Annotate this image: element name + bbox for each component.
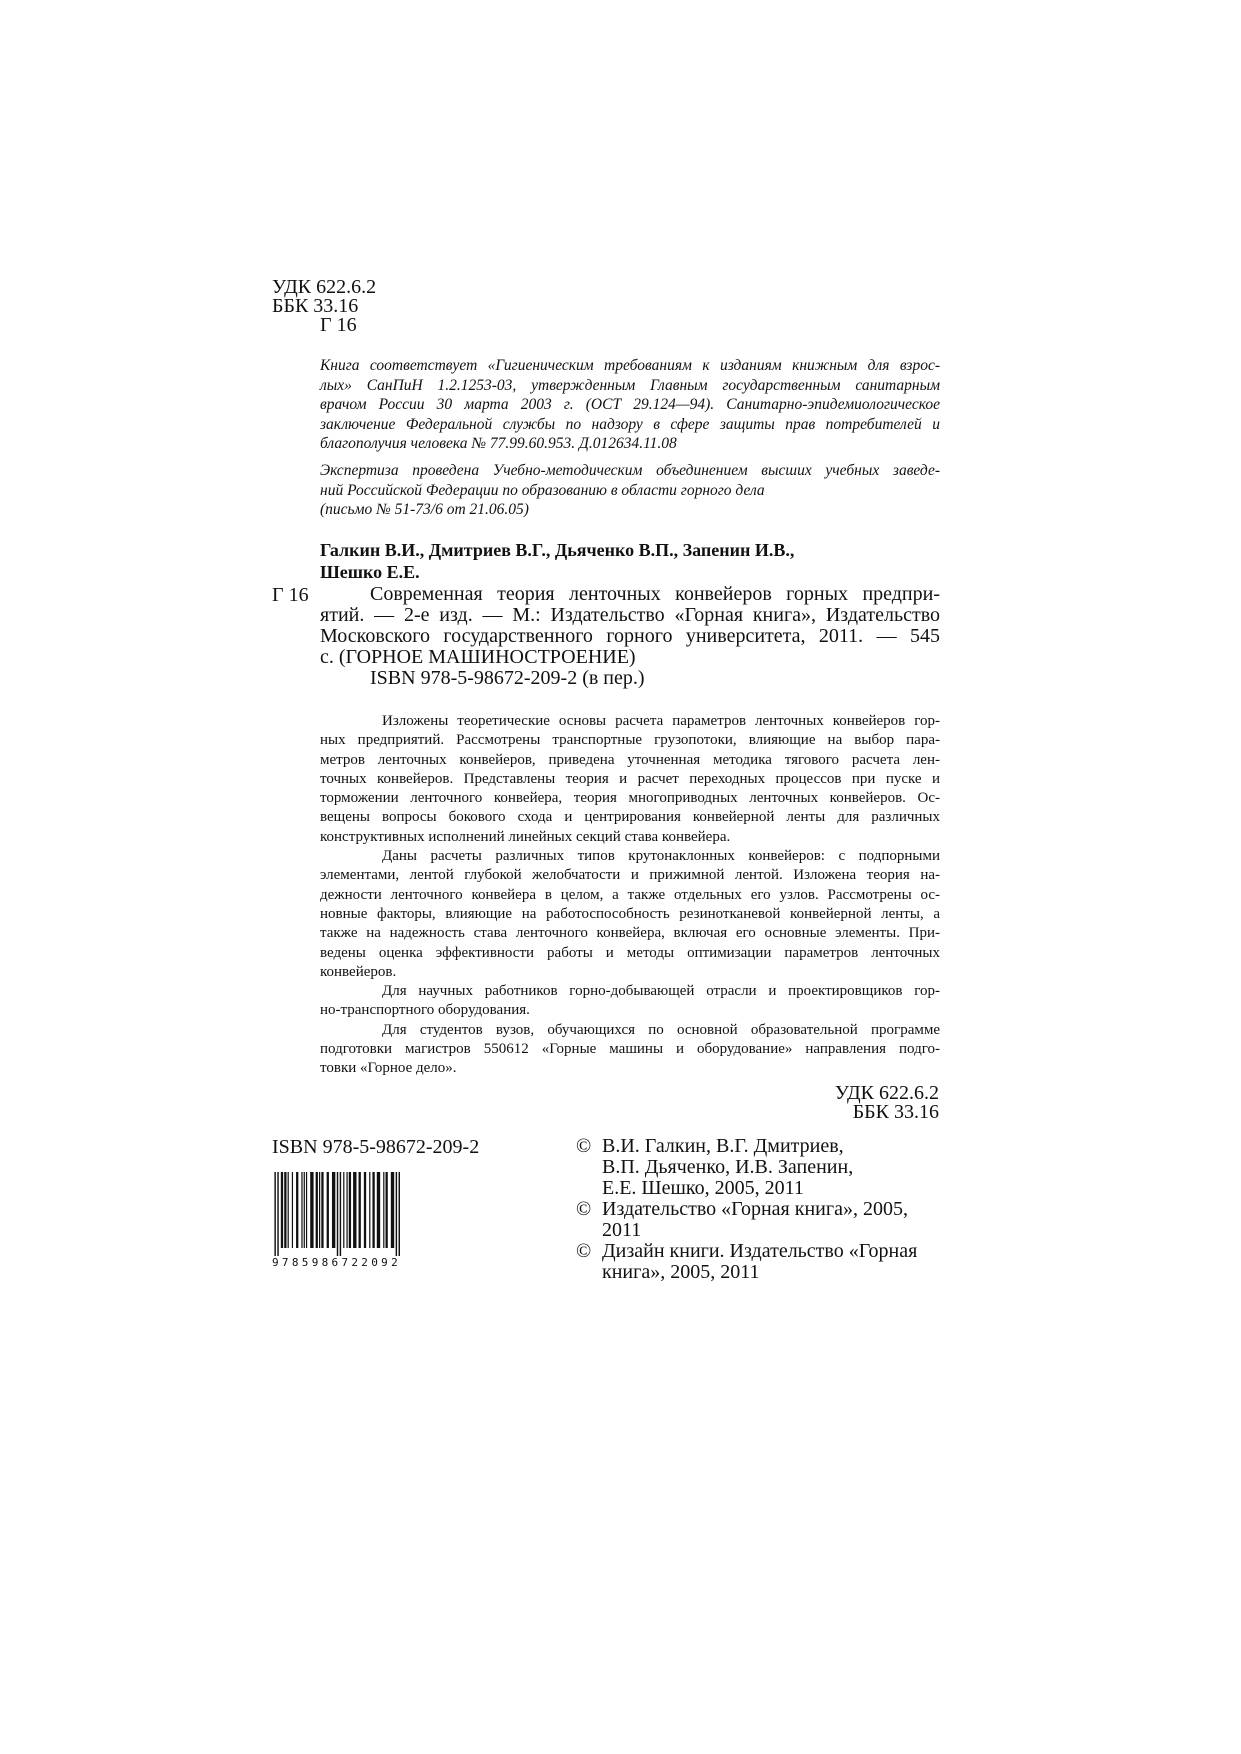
note-line: Экспертиза проведена Учебно-методическим объединением высших учебных заведе- xyxy=(320,462,940,479)
authors-line: Галкин В.И., Дмитриев В.Г., Дьяченко В.П., Запенин И.В., xyxy=(320,540,795,560)
abstract-line: элементами, лентой глубокой желобчатости и прижимной лентой. Изложена теория на- xyxy=(320,867,940,884)
abstract-line: точных конвейеров. Представлены теория и расчет переходных процессов при пуске и xyxy=(320,770,940,787)
barcode-bar xyxy=(301,1172,302,1248)
barcode-bar xyxy=(391,1172,394,1248)
barcode-bar xyxy=(281,1172,283,1248)
barcode-bar xyxy=(327,1172,329,1248)
copyright-line: В.П. Дьяченко, И.В. Запенин, xyxy=(602,1156,854,1178)
copyright-line: В.И. Галкин, В.Г. Дмитриев, xyxy=(602,1135,844,1157)
note-line: (письмо № 51-73/6 от 21.06.05) xyxy=(320,501,529,518)
bbk-code: ББК 33.16 xyxy=(272,295,359,317)
note-line: Книга соответствует «Гигиеническим требованиям к изданиям книжным для взрос- xyxy=(320,357,940,374)
abstract-line: Даны расчеты различных типов крутонаклонных конвейеров: с подпорными xyxy=(382,848,940,865)
copyright-line: 2011 xyxy=(602,1219,642,1241)
barcode xyxy=(272,1172,404,1268)
copyright-publisher xyxy=(576,1199,946,1241)
expertise-note xyxy=(320,461,940,520)
abstract-line: Изложены теоретические основы расчета параметров ленточных конвейеров гор- xyxy=(382,713,940,729)
copyright-block xyxy=(576,1136,946,1283)
isbn-label: ISBN 978-5-98672-209-2 xyxy=(272,1136,480,1158)
barcode-bar xyxy=(369,1172,370,1248)
barcode-bar xyxy=(346,1172,347,1248)
barcode-bar xyxy=(383,1172,384,1248)
barcode-bar xyxy=(349,1172,351,1248)
abstract-line: дежности ленточного конвейера в целом, а также отдельных его узлов. Рассмотрены ос- xyxy=(320,886,940,903)
udk-code: УДК 622.6.2 xyxy=(272,276,377,298)
barcode-bar xyxy=(288,1172,289,1248)
entry-line: Московского государственного горного университета, 2011. — 545 xyxy=(320,625,940,647)
barcode-bar xyxy=(319,1172,320,1248)
barcode-bar xyxy=(277,1172,278,1256)
barcode-bar xyxy=(337,1172,338,1256)
abstract-line: подготовки магистров 550612 «Горные машины и оборудование» направления подго- xyxy=(320,1041,940,1058)
barcode-bar xyxy=(321,1172,323,1248)
barcode-bar xyxy=(340,1172,341,1256)
note-line: ний Российской Федерации по образованию в области горного дела xyxy=(320,481,765,499)
copyright-icon: © xyxy=(576,1198,592,1220)
barcode-bar xyxy=(343,1172,344,1248)
copyright-authors xyxy=(576,1136,946,1199)
barcode-bar xyxy=(310,1172,313,1248)
abstract-line: ведены оценка эффективности работы и методы оптимизации параметров ленточных xyxy=(320,944,940,961)
abstract-line: конструктивных исполнений линейных секций става конвейера. xyxy=(320,828,731,845)
barcode-bar xyxy=(316,1172,318,1248)
copyright-design xyxy=(576,1241,946,1283)
barcode-digits: 9785986722092 xyxy=(272,1256,401,1269)
abstract-line: вещены вопросы бокового схода и центрирования конвейерной ленты для различных xyxy=(320,809,940,826)
barcode-bar xyxy=(292,1172,293,1248)
barcode-bar xyxy=(364,1172,366,1248)
classification-right xyxy=(835,1084,939,1122)
barcode-bar xyxy=(274,1172,275,1256)
barcode-bar xyxy=(399,1172,400,1256)
copyright-line: Издательство «Горная книга», 2005, xyxy=(602,1198,908,1220)
barcode-bar xyxy=(296,1172,298,1248)
barcode-bar xyxy=(359,1172,361,1248)
note-line: лых» СанПиН 1.2.1253-03, утвержденным Главным государственным санитарным xyxy=(320,376,940,394)
entry-line: с. (ГОРНОЕ МАШИНОСТРОЕНИЕ) xyxy=(320,646,636,668)
abstract-line: метров ленточных конвейеров, приведена уточненная методика тягового расчета лен- xyxy=(320,751,940,768)
barcode-bar xyxy=(304,1172,305,1248)
bbk-code-right: ББК 33.16 xyxy=(852,1101,939,1123)
barcode-bar xyxy=(396,1172,397,1256)
barcode-image xyxy=(272,1172,404,1256)
entry-line: ятий. — 2-е изд. — М.: Издательство «Горная книга», Издательство xyxy=(320,604,940,626)
note-line: благополучия человека № 77.99.60.953. Д.012634.11.08 xyxy=(320,435,677,452)
abstract-line: но-транспортного оборудования. xyxy=(320,1002,530,1019)
copyright-line: Дизайн книги. Издательство «Горная xyxy=(602,1240,918,1262)
classification-block xyxy=(272,278,376,335)
barcode-bar xyxy=(377,1172,380,1248)
hygiene-note xyxy=(320,356,940,454)
barcode-bar xyxy=(353,1172,356,1248)
copyright-icon: © xyxy=(576,1135,592,1157)
copyright-line: книга», 2005, 2011 xyxy=(602,1261,760,1283)
abstract-line: Для студентов вузов, обучающихся по основной образовательной программе xyxy=(382,1021,940,1038)
entry-line: Современная теория ленточных конвейеров горных предпри- xyxy=(370,583,940,605)
abstract-line: товки «Горное дело». xyxy=(320,1060,457,1077)
note-line: врачом России 30 марта 2003 г. (ОСТ 29.124—94). Санитарно-эпидемиологическое xyxy=(320,396,940,413)
note-line: заключение Федеральной службы по надзору в сфере защиты прав потребителей и xyxy=(320,415,940,433)
barcode-bar xyxy=(332,1172,335,1248)
barcode-bar xyxy=(284,1172,286,1248)
udk-code-right: УДК 622.6.2 xyxy=(834,1082,939,1104)
barcode-bar xyxy=(306,1172,307,1248)
author-mark: Г 16 xyxy=(320,314,357,336)
copyright-icon: © xyxy=(576,1240,592,1262)
abstract-line: торможении ленточного конвейера, теория многоприводных ленточных конвейеров. Ос- xyxy=(320,790,940,807)
abstract-line: также на надежность става ленточного конвейера, включая его основные элементы. При- xyxy=(320,925,940,942)
entry-isbn: ISBN 978-5-98672-209-2 (в пер.) xyxy=(370,667,645,689)
entry-mark: Г 16 xyxy=(272,584,309,606)
authors-line: Шешко Е.Е. xyxy=(320,562,420,582)
barcode-bar xyxy=(386,1172,388,1248)
abstract xyxy=(320,712,940,1079)
abstract-line: конвейеров. xyxy=(320,963,397,980)
barcode-bar xyxy=(372,1172,374,1248)
abstract-line: ных предприятий. Рассмотрены транспортные грузопотоки, влияющие на выбор пара- xyxy=(320,732,940,749)
abstract-line: Для научных работников горно-добывающей отрасли и проектировщиков гор- xyxy=(382,983,940,1000)
copyright-line: Е.Е. Шешко, 2005, 2011 xyxy=(602,1177,804,1199)
bibliographic-entry xyxy=(320,584,940,689)
abstract-line: новные факторы, влияющие на работоспособность резинотканевой конвейерной ленты, а xyxy=(320,905,940,922)
authors-heading xyxy=(320,539,794,583)
